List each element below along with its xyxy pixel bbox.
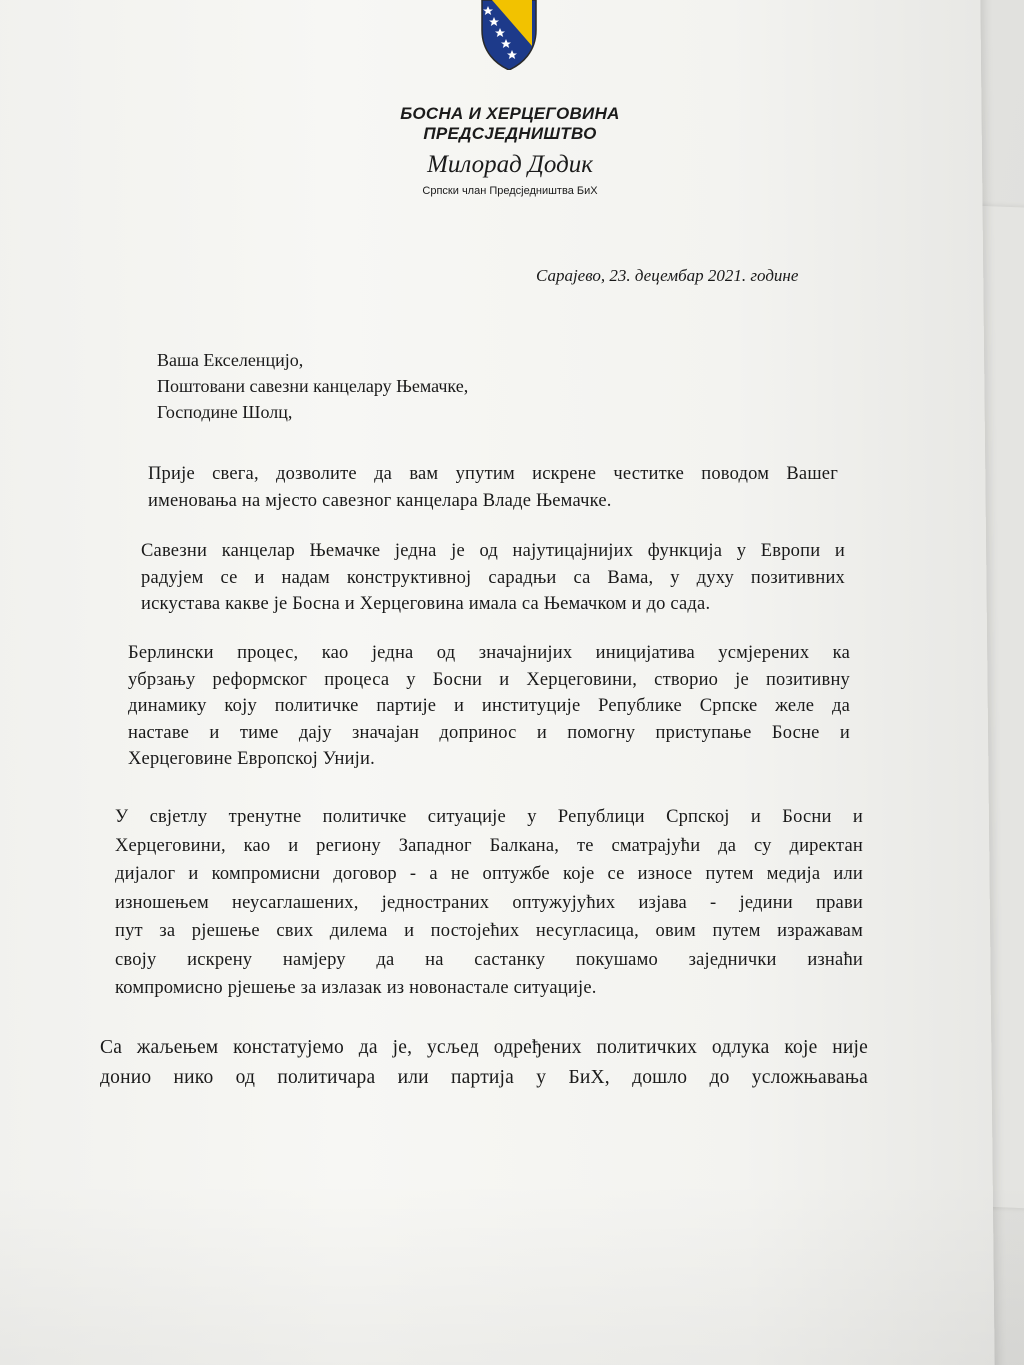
paragraph-line: Савезни канцелар Њемачке једна је од најутицајнијих функција у Европи и: [141, 541, 845, 561]
paragraph-cooperation: [141, 538, 845, 618]
paragraph-congratulations: [148, 461, 838, 514]
paragraph-line: убрзању реформског процеса у Босни и Херцеговини, створио је позитивну: [128, 669, 850, 690]
paragraph-line: изношењем неусаглашених, једностраних оптужујућих изјава - једини прави: [115, 892, 863, 913]
letter-date: Сарајево, 23. децембар 2021. године: [536, 266, 799, 285]
paragraph-line: пут за рјешење свих дилема и постојећих несугласица, овим путем изражавам: [115, 921, 863, 941]
paragraph-line: дијалог и компромисни договор - а не оптужбе које се износе путем медија или: [115, 864, 863, 884]
salutation-line: Господине Шолц,: [157, 402, 293, 422]
salutation-line: Поштовани савезни канцелару Њемачке,: [157, 376, 469, 396]
salutation: [157, 347, 468, 425]
letterhead-institution: ПРЕДСЈЕДНИШТВО: [423, 124, 597, 143]
paragraph-line: своју искрену намјеру да на састанку покушамо заједнички изнаћи: [115, 949, 863, 970]
paragraph-line: У свјетлу тренутне политичке ситуације у Републици Српској и Босни и: [115, 807, 863, 827]
salutation-line: Ваша Екселенцијо,: [157, 350, 304, 370]
paragraph-line: Са жаљењем констатујемо да је, усљед одређених политичких одлука које није: [100, 1037, 868, 1058]
paragraph-line: именовања на мјесто савезног канцелара Владе Њемачке.: [148, 490, 612, 511]
paragraph-berlin-process: [128, 640, 850, 773]
paragraph-line: Херцеговини, као и региону Западног Балкана, те сматрајући да су директан: [115, 835, 863, 856]
paragraph-line: динамику коју политичке партије и институције Републике Српске желе да: [128, 696, 850, 716]
paragraph-line: Прије свега, дозволите да вам упутим искрене честитке поводом Вашег: [148, 464, 838, 484]
paragraph-line: Берлински процес, као једна од значајнијих иницијатива усмјерених ка: [128, 643, 850, 663]
letterhead-role: Српски члан Предсједништва БиХ: [422, 185, 598, 197]
paragraph-line: наставе и тиме дају значајан допринос и помогну приступање Босне и: [128, 722, 850, 743]
paragraph-regret: [100, 1033, 868, 1093]
paragraph-line: Херцеговине Европској Унији.: [128, 749, 375, 769]
paragraph-line: искустава какве је Босна и Херцеговина имала са Њемачком и до сада.: [141, 594, 711, 614]
paragraph-political-situation: [115, 803, 863, 1003]
paragraph-line: радујем се и надам конструктивној сарадњи са Вама, у духу позитивних: [141, 567, 845, 588]
letterhead-country: БОСНА И ХЕРЦЕГОВИНА: [400, 104, 620, 123]
letterhead-name: Милорад Додик: [427, 151, 593, 178]
paragraph-line: донио нико од политичара или партија у БиХ, дошло до усложњавања: [100, 1067, 868, 1088]
paragraph-line: компромисно рјешење за излазак из новонастале ситуације.: [115, 978, 597, 998]
